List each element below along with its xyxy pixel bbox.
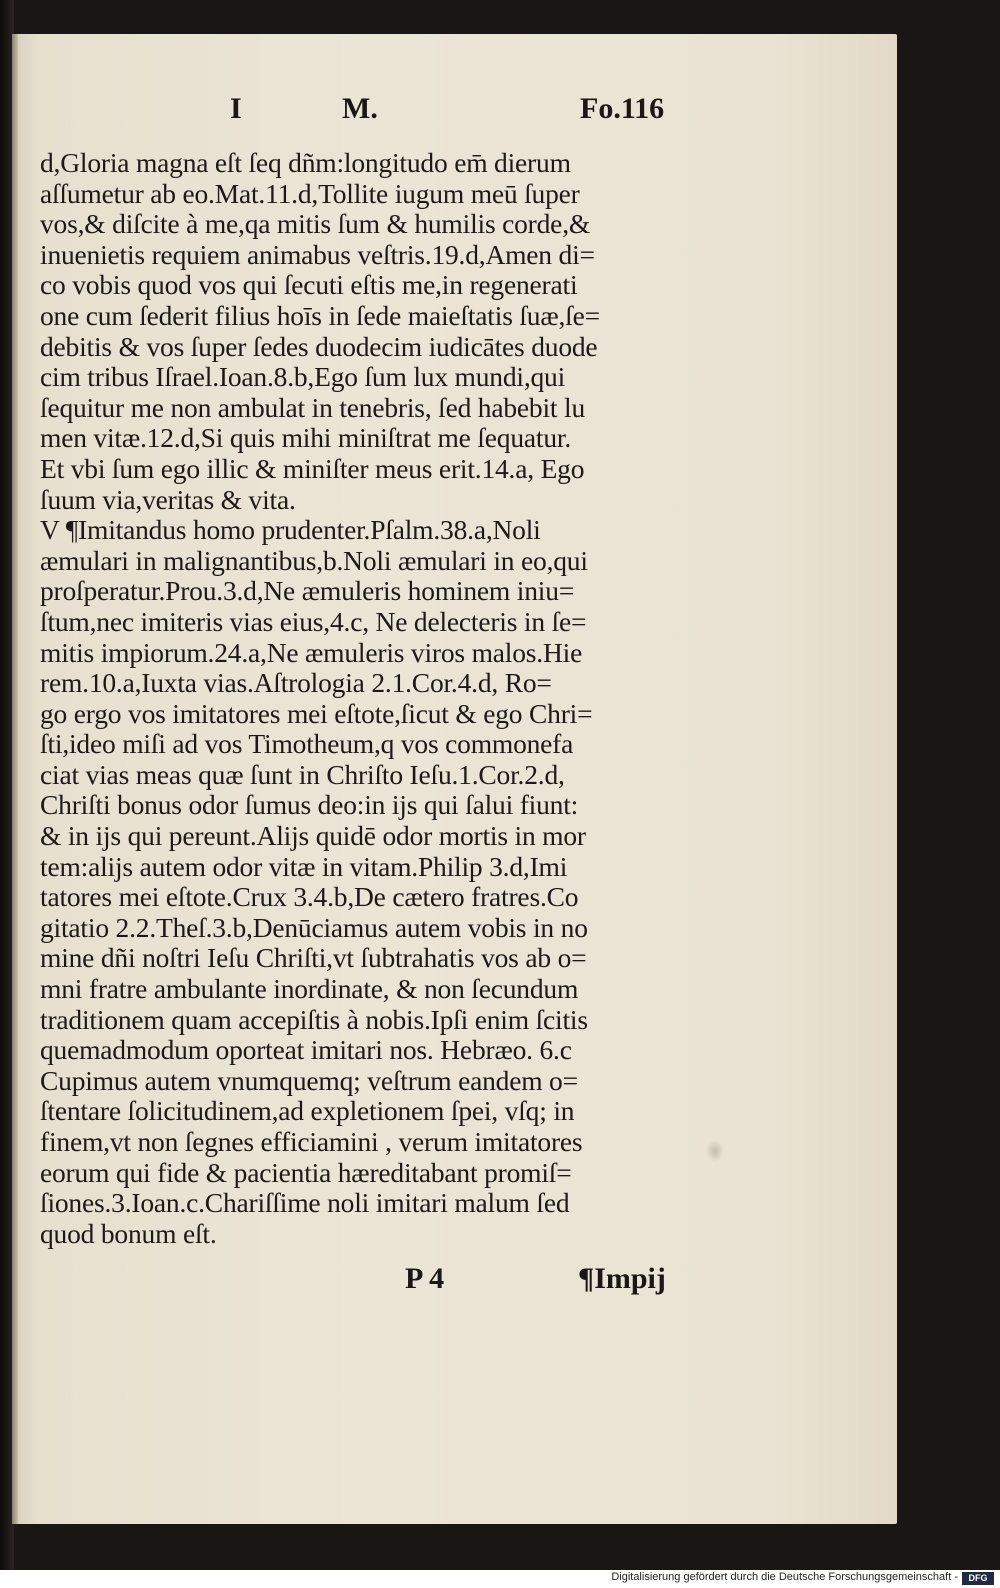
text-line: debitis & vos ſuper ſedes duodecim iudicātes duode [40,330,598,362]
page-body-text [40,148,700,1249]
text-line: finem,vt non ſegnes efficiamini , verum imitatores [40,1126,583,1157]
text-line: Et vbi ſum ego illic & miniſter meus erit.14.a, Ego [40,452,585,484]
text-line: ſequitur me non ambulat in tenebris, ſed habebit lu [40,391,586,423]
header-left-mark: I [230,92,242,125]
text-line: ſtum,nec imiteris vias eius,4.c, Ne delecteris in ſe= [40,605,587,637]
folio-number: Fo.116 [580,92,665,125]
text-line: one cum ſederit filius hoīs in ſede maieſtatis ſuæ,ſe= [40,299,600,331]
digitization-credit: Digitalisierung gefördert durch die Deutsche Forschungsgemeinschaft - [611,1571,958,1583]
text-line: quod bonum eſt. [40,1217,217,1249]
section-heading-line: V ¶Imitandus homo prudenter.Pſalm.38.a,Noli [40,514,541,546]
text-line: mni fratre ambulante inordinate, & non ſecundum [40,973,579,1005]
text-line: & in ijs qui pereunt.Alijs quidē odor mortis in mor [40,820,586,852]
text-line: mine dñi noſtri Ieſu Chriſti,vt ſubtrahatis vos ab o= [40,942,587,974]
text-line: cim tribus Iſrael.Ioan.8.b,Ego ſum lux mundi,qui [40,361,566,393]
text-line: mitis impiorum.24.a,Ne æmuleris viros malos.Hie [40,636,583,668]
catchword: ¶Impij [578,1262,666,1295]
text-line: quemadmodum oporteat imitari nos. Hebræo. 6.c [40,1034,572,1066]
text-line: vos,& diſcite à me,qa mitis ſum & humilis corde,& [40,208,591,240]
text-line: ſuum via,veritas & vita. [40,483,296,515]
text-line: ciat vias meas quæ ſunt in Chriſto Ieſu.1.Cor.2.d, [40,758,565,790]
page-footer [0,1262,1000,1302]
text-line: proſperatur.Prou.3.d,Ne æmuleris hominem iniu= [40,575,575,607]
text-line: tatores mei eſtote.Crux 3.4.b,De cætero fratres.Co [40,881,579,913]
text-line: eorum qui fide & pacientia hæreditabant promiſ= [40,1156,572,1188]
text-line: aſſumetur ab eo.Mat.11.d,Tollite iugum meū ſuper [40,177,580,209]
text-line: Cupimus autem vnumquemq; veſtrum eandem o= [40,1064,578,1096]
header-section-letter: M. [342,92,378,125]
text-line: co vobis quod vos qui ſecuti eſtis me,in regenerati [40,269,578,301]
text-line: æmulari in malignantibus,b.Noli æmulari in eo,qui [40,544,588,576]
dfg-logo-icon: DFG [962,1572,994,1585]
text-line: rem.10.a,Iuxta vias.Aſtrologia 2.1.Cor.4.d, Ro= [40,667,552,699]
signature-mark: P 4 [405,1262,445,1295]
text-line: gitatio 2.2.Theſ.3.b,Denūciamus autem vobis in no [40,911,588,943]
running-header [0,92,1000,142]
text-line: tem:alijs autem odor vitæ in vitam.Philip 3.d,Imi [40,850,568,882]
text-line: Chriſti bonus odor ſumus deo:in ijs qui ſalui fiunt: [40,789,579,821]
text-line: ſti,ideo miſi ad vos Timotheum,q vos commonefa [40,728,574,760]
text-line: ſiones.3.Ioan.c.Chariſſime noli imitari malum ſed [40,1187,570,1219]
text-line: traditionem quam accepiſtis à nobis.Ipſi enim ſcitis [40,1003,588,1035]
text-line: men vitæ.12.d,Si quis mihi miniſtrat me ſequatur. [40,422,572,454]
text-line: ſtentare ſolicitudinem,ad expletionem ſpei, vſq; in [40,1095,575,1127]
text-line: d,Gloria magna eſt ſeq dñm:longitudo em̄ dierum [40,147,571,178]
text-line: inuenietis requiem animabus veſtris.19.d,Amen di= [40,238,595,270]
page-stain [706,1140,724,1162]
text-line: go ergo vos imitatores mei eſtote,ſicut & ego Chri= [40,697,593,729]
